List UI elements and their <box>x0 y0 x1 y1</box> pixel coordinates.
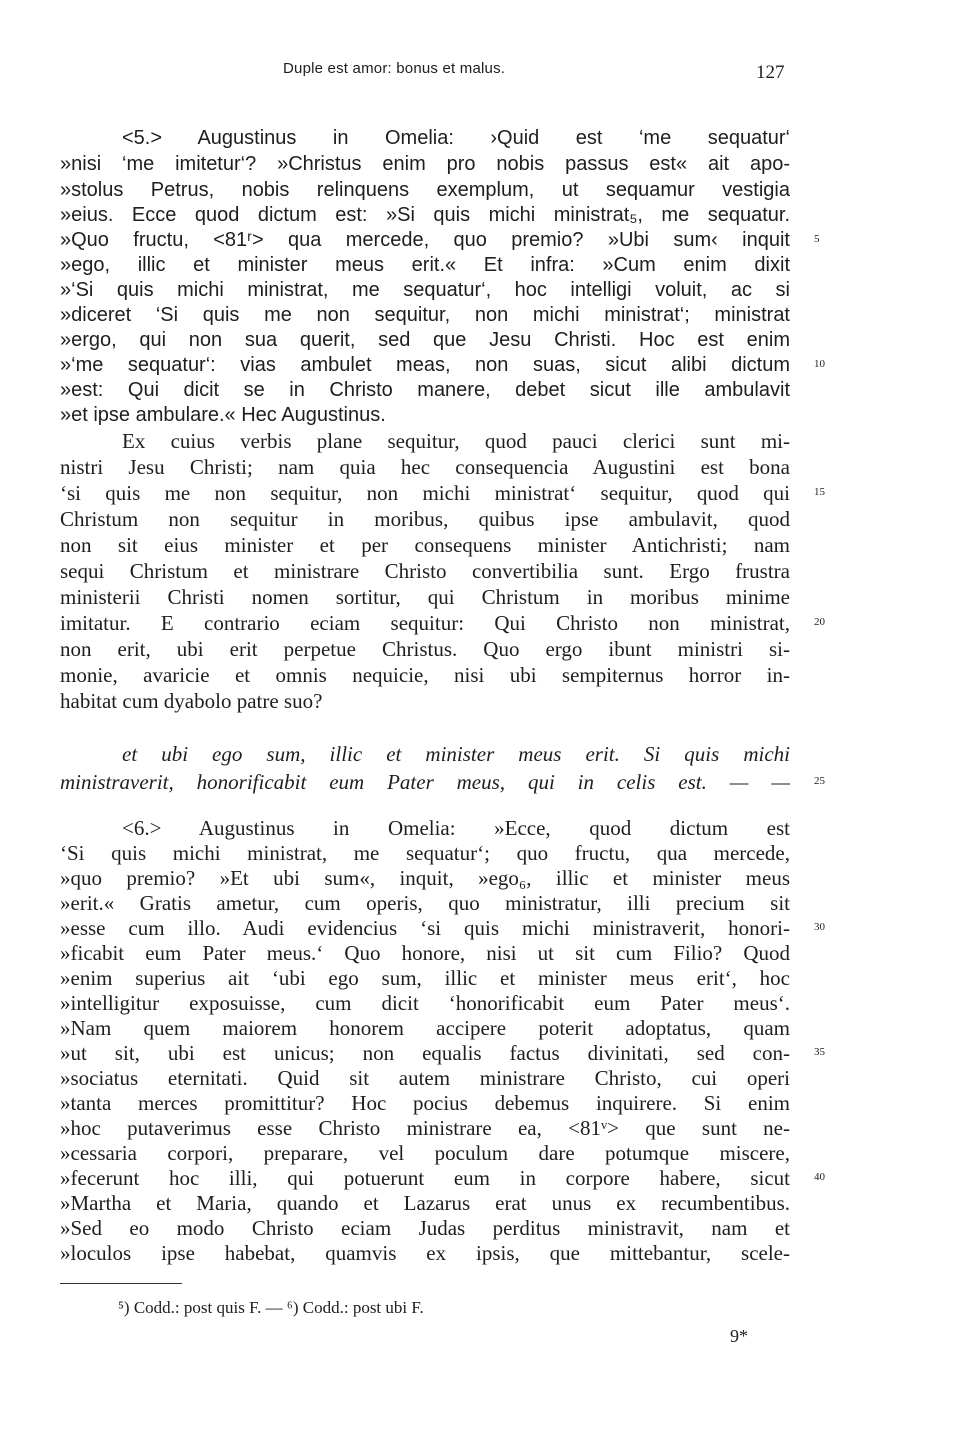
text-line: »Nam quem maiorem honorem accipere poterit adoptatus, quam <box>60 1016 790 1040</box>
margin-line-number: 30 <box>814 921 825 933</box>
text-line: non erit, ubi erit perpetue Christus. Quo ergo ibunt ministri si- <box>60 637 790 661</box>
text-line: monie, avaricie et omnis nequicie, nisi ubi sempiternus horror in- <box>60 663 790 687</box>
margin-line-number: 5 <box>814 233 820 245</box>
text-line: Ex cuius verbis plane sequitur, quod pauci clerici sunt mi- <box>122 429 790 453</box>
footnote-rule <box>60 1283 182 1284</box>
text-line: »ego, illic et minister meus erit.« Et infra: »Cum enim dixit <box>60 254 790 276</box>
text-line: »est: Qui dicit se in Christo manere, debet sicut ille ambulavit <box>60 379 790 401</box>
margin-line-number: 20 <box>814 616 825 628</box>
text-line: »erit.« Gratis ametur, cum operis, quo ministratur, illi precium sit <box>60 891 790 915</box>
margin-line-number: 40 <box>814 1171 825 1183</box>
text-line: »nisi ‘me imitetur‘? »Christus enim pro nobis passus est« ait apo- <box>60 153 790 175</box>
text-line: »ergo, qui non sua querit, sed que Jesu Christi. Hoc est enim <box>60 329 790 351</box>
text-line: »Sed eo modo Christo eciam Judas perditus ministravit, nam et <box>60 1216 790 1240</box>
page-number: 127 <box>756 62 785 83</box>
text-line: ministerii Christi nomen sortitur, qui Christum in moribus minime <box>60 585 790 609</box>
text-line: »eius. Ecce quod dictum est: »Si quis michi ministrat₅, me sequatur. <box>60 204 790 226</box>
text-line: imitatur. E contrario eciam sequitur: Qui Christo non ministrat, <box>60 611 790 635</box>
text-line: »diceret ‘Si quis me non sequitur, non michi ministrat‘; ministrat <box>60 304 790 326</box>
text-line: »ficabit eum Pater meus.‘ Quo honore, nisi ut sit cum Filio? Quod <box>60 941 790 965</box>
text-line: Christum non sequitur in moribus, quibus ipse ambulavit, quod <box>60 507 790 531</box>
text-line: sequi Christum et ministrare Christo convertibilia sunt. Ergo frustra <box>60 559 790 583</box>
text-line: »esse cum illo. Audi evidencius ‘si quis michi ministraverit, honori- <box>60 916 790 940</box>
lemma-line: ministraverit, honorificabit eum Pater meus, qui in celis est. — — <box>60 770 790 794</box>
signature-mark: 9* <box>730 1326 748 1346</box>
text-line: »‘me sequatur‘: vias ambulet meas, non suas, sicut alibi dictum <box>60 354 790 376</box>
text-line: »sociatus eternitati. Quid sit autem ministrare Christo, cui operi <box>60 1066 790 1090</box>
text-line: »hoc putaverimus esse Christo ministrare ea, <81ᵛ> que sunt ne- <box>60 1116 790 1140</box>
text-line: habitat cum dyabolo patre suo? <box>60 689 323 713</box>
running-header-title: Duple est amor: bonus et malus. <box>283 60 506 77</box>
text-line: ‘Si quis michi ministrat, me sequatur‘; quo fructu, qua mercede, <box>60 841 790 865</box>
text-line: ‘si quis me non sequitur, non michi ministrat‘ sequitur, quod qui <box>60 481 790 505</box>
text-line: »ut sit, ubi est unicus; non equalis factus divinitati, sed con- <box>60 1041 790 1065</box>
text-line: »intelligitur exposuisse, cum dicit ‘honorificabit eum Pater meus‘. <box>60 991 790 1015</box>
text-line: nistri Jesu Christi; nam quia hec consequencia Augustini est bona <box>60 455 790 479</box>
text-line: »Quo fructu, <81ʳ> qua mercede, quo premio? »Ubi sum‹ inquit <box>60 229 790 251</box>
footnote: ⁵) Codd.: post quis F. — ⁶) Codd.: post ubi F. <box>118 1298 424 1317</box>
text-line: »‘Si quis michi ministrat, me sequatur‘, hoc intelligi voluit, ac si <box>60 279 790 301</box>
text-line: »stolus Petrus, nobis relinquens exemplum, ut sequamur vestigia <box>60 179 790 201</box>
text-line: »Martha et Maria, quando et Lazarus erat unus ex recumbentibus. <box>60 1191 790 1215</box>
margin-line-number: 10 <box>814 358 825 370</box>
margin-line-number: 35 <box>814 1046 825 1058</box>
text-line: »fecerunt hoc illi, qui potuerunt eum in corpore habere, sicut <box>60 1166 790 1190</box>
text-line: <6.> Augustinus in Omelia: »Ecce, quod dictum est <box>122 816 790 840</box>
text-line: non sit eius minister et per consequens minister Antichristi; nam <box>60 533 790 557</box>
text-line: »tanta merces promittitur? Hoc pocius debemus inquirere. Si enim <box>60 1091 790 1115</box>
text-line: »loculos ipse habebat, quamvis ex ipsis, que mittebantur, scele- <box>60 1241 790 1265</box>
margin-line-number: 25 <box>814 775 825 787</box>
text-line: <5.> Augustinus in Omelia: ›Quid est ‘me sequatur‘ <box>122 127 790 149</box>
text-line: »cessaria corpori, preparare, vel poculum dare potumque miscere, <box>60 1141 790 1165</box>
margin-line-number: 15 <box>814 486 825 498</box>
lemma-line: et ubi ego sum, illic et minister meus erit. Si quis michi <box>122 742 790 766</box>
text-line: »enim superius ait ‘ubi ego sum, illic et minister meus erit‘, hoc <box>60 966 790 990</box>
text-line: »quo premio? »Et ubi sum«, inquit, »ego₆, illic et minister meus <box>60 866 790 890</box>
text-line: »et ipse ambulare.« Hec Augustinus. <box>60 404 386 426</box>
